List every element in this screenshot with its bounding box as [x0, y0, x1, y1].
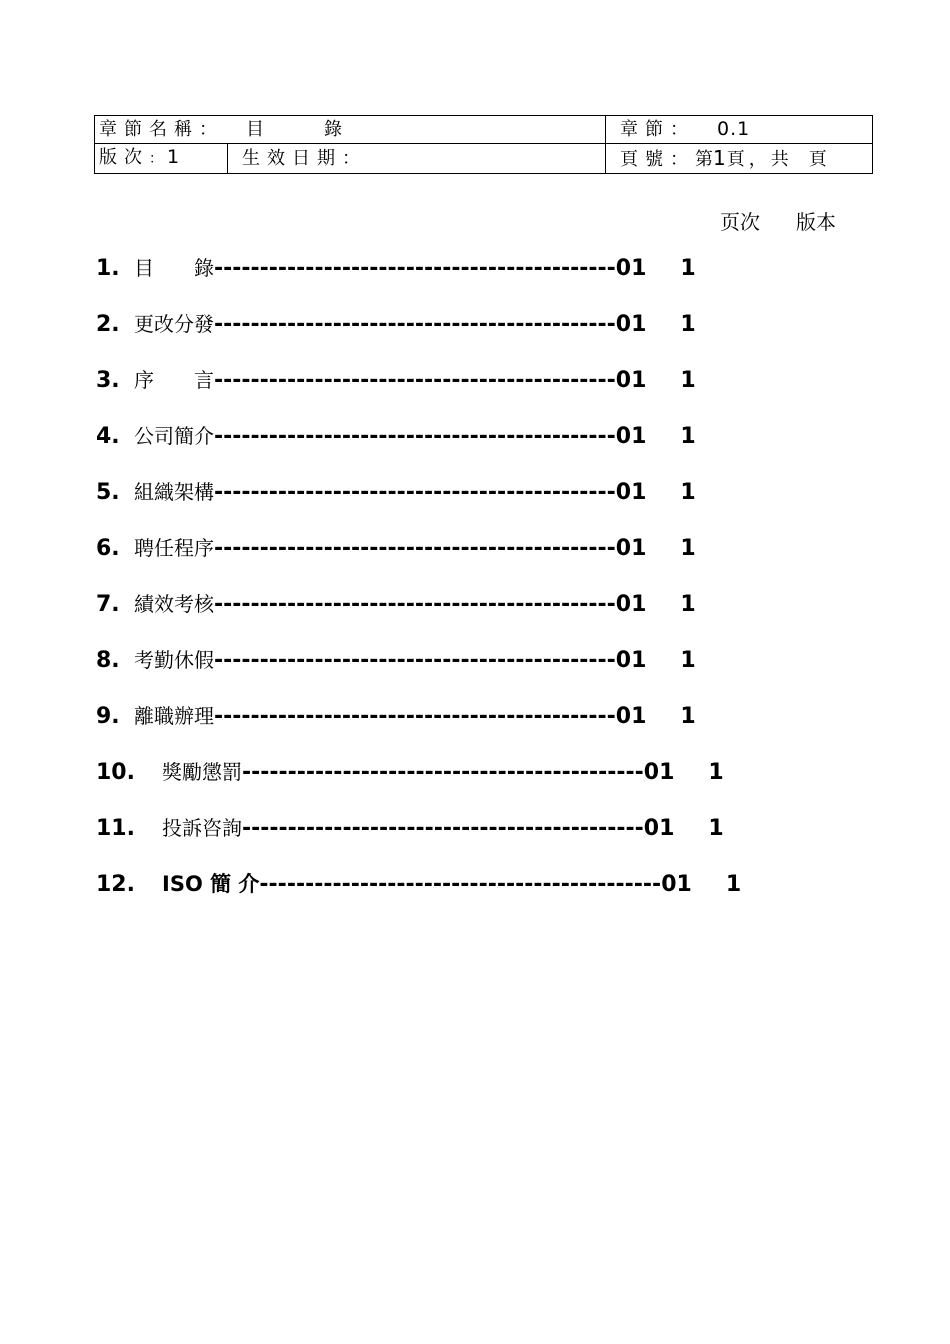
toc-entry-page: 01: [643, 760, 675, 785]
toc-entry-title: ISO 簡 介: [162, 872, 260, 896]
toc-entry-title: 目 錄: [134, 256, 214, 280]
toc-entry-page: 01: [661, 872, 692, 897]
effective-date-label: 生效日期：: [242, 148, 367, 169]
toc-entry-number: 5.: [96, 480, 120, 505]
toc-entry: [96, 250, 741, 306]
toc-entry: [96, 474, 741, 530]
toc-entry-page: 01: [615, 312, 647, 337]
toc-entry-page: 01: [615, 648, 647, 673]
toc-entry: [96, 530, 741, 586]
toc-entry-title: 聘任程序: [134, 536, 214, 560]
toc-entry-version: 1: [680, 312, 696, 337]
toc-entry-page: 01: [615, 424, 647, 449]
toc-entry-number: 1.: [96, 256, 120, 281]
effective-date-cell: [228, 144, 606, 174]
toc-entry-version: 1: [708, 760, 724, 785]
toc-entry-version: 1: [680, 424, 696, 449]
toc-entry-leader: --------------------------------------------: [259, 872, 662, 897]
toc-entry-page: 01: [615, 704, 647, 729]
chapter-name-label: 章節名稱：: [99, 119, 224, 140]
page-number-current: 1: [713, 145, 727, 170]
page-number-cell: [606, 144, 873, 174]
edition-cell: [95, 144, 228, 174]
toc-entry: [96, 362, 741, 418]
toc-entry: [96, 642, 741, 698]
toc-entry-leader: --------------------------------------------: [214, 480, 616, 505]
chapter-name-cell: [95, 116, 606, 144]
toc-entry-title: 投訴咨詢: [162, 816, 242, 840]
toc-entry-leader: --------------------------------------------: [214, 536, 616, 561]
toc-entry: [96, 306, 741, 362]
toc-entry-number: 2.: [96, 312, 120, 337]
toc-entry-page: 01: [615, 368, 647, 393]
toc-entry-title: 公司簡介: [134, 424, 214, 448]
version-column-header: 版本: [796, 210, 836, 234]
page-number-label: 頁號：: [620, 148, 696, 170]
toc-entry-page: 01: [615, 480, 647, 505]
toc-entry-version: 1: [680, 480, 696, 505]
toc-entry-title: 組織架構: [134, 480, 214, 504]
toc-entry-number: 9.: [96, 704, 120, 729]
toc-entry-number: 7.: [96, 592, 120, 617]
header-row-2: [95, 144, 873, 174]
toc-entry-version: 1: [725, 872, 742, 897]
toc-entry-leader: --------------------------------------------: [214, 592, 616, 617]
header-row-1: [95, 116, 873, 144]
page-number-mid: 頁，共: [726, 148, 793, 170]
toc-entry-leader: --------------------------------------------: [214, 368, 616, 393]
toc-entry-title: 更改分發: [134, 312, 214, 336]
toc-entry-version: 1: [680, 592, 696, 617]
toc-entry: [96, 754, 741, 810]
toc-entry-number: 6.: [96, 536, 120, 561]
toc-entry-version: 1: [680, 536, 696, 561]
toc-entry-number: 4.: [96, 424, 120, 449]
toc-entry-page: 01: [615, 256, 647, 281]
toc-entry-version: 1: [680, 256, 696, 281]
toc-entry-number: 8.: [96, 648, 120, 673]
chapter-name-value: 目 錄: [246, 119, 350, 140]
toc-entry-version: 1: [680, 648, 696, 673]
chapter-label: 章節：: [620, 119, 696, 140]
toc-entry-version: 1: [708, 816, 724, 841]
toc-entry-title: 序 言: [134, 368, 214, 392]
toc-entry-number: 3.: [96, 368, 120, 393]
toc-entry: [96, 810, 741, 866]
toc-entry-page: 01: [643, 816, 675, 841]
chapter-cell: [606, 116, 873, 144]
toc-entry-leader: --------------------------------------------: [242, 760, 644, 785]
toc-entry-title: 離職辦理: [134, 704, 214, 728]
toc-entry-version: 1: [680, 368, 696, 393]
toc-entry-leader: --------------------------------------------: [214, 704, 616, 729]
toc-entry-version: 1: [680, 704, 696, 729]
toc-entry: [96, 866, 741, 922]
edition-colon: ：: [149, 151, 163, 167]
toc-entry: [96, 586, 741, 642]
toc-entry-title: 獎勵懲罰: [162, 760, 242, 784]
toc-entry-title: 績效考核: [134, 592, 214, 616]
table-of-contents: [96, 250, 741, 922]
toc-entry-page: 01: [615, 536, 647, 561]
toc-entry-leader: --------------------------------------------: [214, 312, 616, 337]
document-header-table: [94, 115, 873, 174]
toc-entry-leader: --------------------------------------------: [242, 816, 644, 841]
toc-column-headers: [720, 206, 836, 235]
page-number-pre: 第: [695, 148, 714, 170]
toc-entry-number: 12.: [96, 872, 135, 897]
toc-entry-title: 考勤休假: [134, 648, 214, 672]
toc-entry-leader: --------------------------------------------: [214, 424, 616, 449]
toc-entry-leader: --------------------------------------------: [214, 256, 616, 281]
chapter-value: 0.1: [717, 118, 751, 140]
toc-entry-leader: --------------------------------------------: [214, 648, 616, 673]
edition-value: 1: [167, 146, 181, 168]
toc-entry: [96, 698, 741, 754]
page-column-header: 页次: [720, 210, 760, 234]
toc-entry-number: 11.: [96, 816, 135, 841]
toc-entry-page: 01: [615, 592, 647, 617]
page-number-end: 頁: [808, 148, 827, 170]
toc-entry-number: 10.: [96, 760, 135, 785]
toc-entry: [96, 418, 741, 474]
edition-label: 版次: [99, 147, 149, 168]
